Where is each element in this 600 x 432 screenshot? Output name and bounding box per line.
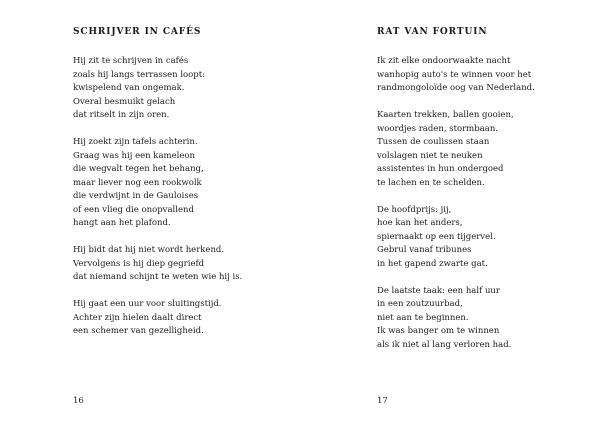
poem-line: Ik zit elke ondoorwaakte nacht xyxy=(377,56,511,66)
stanza xyxy=(73,136,242,231)
poem-line: Kaarten trekken, ballen gooien, xyxy=(377,110,514,120)
poem-line: Vervolgens is hij diep gegriefd xyxy=(73,258,205,269)
stanza xyxy=(73,244,242,285)
right-page xyxy=(300,0,600,432)
poem-line: als ik niet al lang verloren had. xyxy=(377,339,512,350)
poem-line: zoals hij langs terrassen loopt: xyxy=(73,69,205,80)
poem-line: in een zoutzuurbad, xyxy=(377,299,463,309)
poem-title: RAT VAN FORTUIN xyxy=(377,27,488,37)
poem-line: dat niemand schijnt te weten wie hij is. xyxy=(73,272,243,282)
poem-body xyxy=(377,55,535,366)
stanza xyxy=(377,285,535,353)
poem-line: of een vlieg die onopvallend xyxy=(73,204,194,215)
poem-line: spiernaakt op een tijgervel. xyxy=(377,231,496,242)
poem-line: Hij zoekt zijn tafels achterin. xyxy=(73,137,198,147)
poem-line: niet aan te beginnen. xyxy=(377,312,469,323)
poem-line: volslagen niet te neuken xyxy=(377,150,483,161)
poem-line: hangt aan het plafond. xyxy=(73,218,171,228)
poem-line: die verdwijnt in de Gauloises xyxy=(73,191,199,201)
poem-line: Hij gaat een uur voor sluitingstijd. xyxy=(73,299,222,309)
poem-title: SCHRIJVER IN CAFÉS xyxy=(73,27,202,37)
stanza xyxy=(73,55,242,123)
poem-line: in het gapend zwarte gat. xyxy=(377,258,488,269)
poem-line: wanhopig auto's te winnen voor het xyxy=(377,69,532,80)
poem-line: die wegvalt tegen het behang, xyxy=(73,164,204,174)
poem-line: Hij zit te schrijven in cafés xyxy=(73,56,189,66)
stanza xyxy=(377,55,535,96)
poem-line: assistentes in hun ondergoed xyxy=(377,164,504,174)
poem-line: Graag was hij een kameleon xyxy=(73,150,195,161)
poem-line: kwispelend van ongemak. xyxy=(73,83,185,93)
poem-line: hoe kan het anders, xyxy=(377,218,463,228)
poem-line: dat ritselt in zijn oren. xyxy=(73,110,170,120)
poem-line: Achter zijn hielen daalt direct xyxy=(73,312,202,323)
poem-line: een schemer van gezelligheid. xyxy=(73,326,204,336)
poem-line: De laatste taak: een half uur xyxy=(377,285,500,296)
stanza xyxy=(73,298,242,339)
page-number: 17 xyxy=(377,396,388,406)
poem-line: maar liever nog een rookwolk xyxy=(73,177,202,188)
stanza xyxy=(377,109,535,190)
stanza xyxy=(377,204,535,272)
poem-line: Tussen de coulissen staan xyxy=(377,137,490,147)
poem-line: Gebrul vanaf tribunes xyxy=(377,245,472,255)
poem-body xyxy=(73,55,242,352)
poem-line: De hoofdprijs: jij, xyxy=(377,204,452,215)
poem-line: Ik was banger om te winnen xyxy=(377,326,500,336)
poem-line: woordjes raden, stormbaan. xyxy=(377,123,498,134)
poem-line: Hij bidt dat hij niet wordt herkend. xyxy=(73,245,225,255)
poem-line: randmongoloïde oog van Nederland. xyxy=(377,83,535,93)
page-number: 16 xyxy=(73,396,84,406)
poem-line: te lachen en te schelden. xyxy=(377,177,485,188)
poem-line: Overal besmuikt gelach xyxy=(73,96,176,107)
